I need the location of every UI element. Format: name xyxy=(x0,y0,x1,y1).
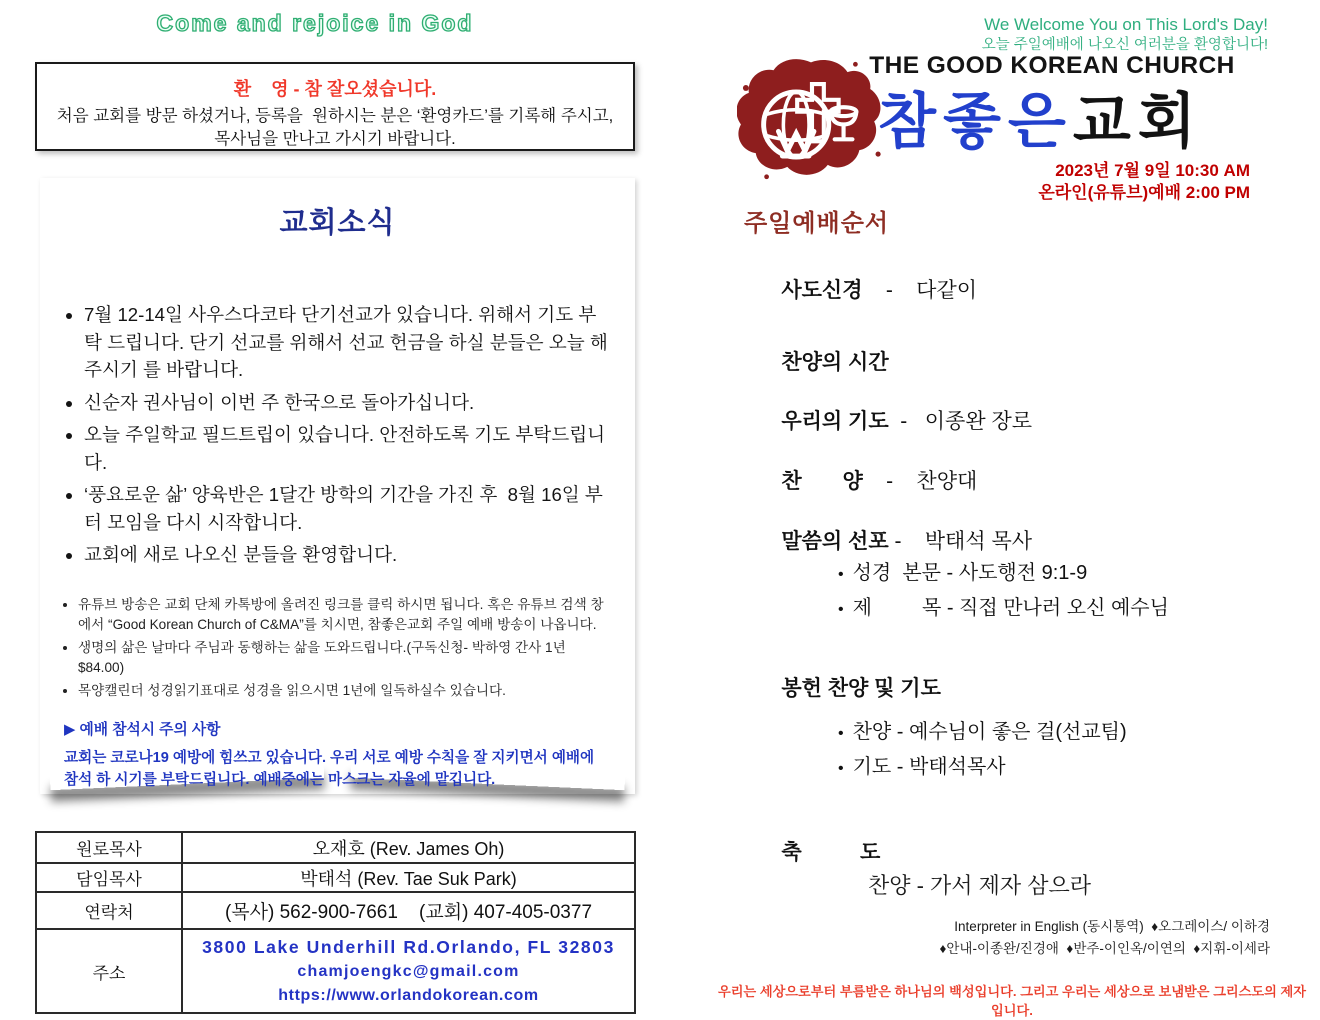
welcome-box xyxy=(35,62,635,151)
order-item-label: 말씀의 선포 xyxy=(781,530,889,553)
order-item-label: 찬양의 시간 xyxy=(781,351,889,374)
church-address: 3800 Lake Underhill Rd.Orlando, FL 32803 xyxy=(202,936,615,957)
church-email[interactable]: chamjoengkc@gmail.com xyxy=(297,962,520,980)
order-item-apostles-creed xyxy=(758,250,977,328)
news-bullet: • 7월 12-14일 사우스다코타 단기선교가 있습니다. 위해서 기도 부탁 드립니다. 단기 선교를 위해서 선교 헌금을 하실 분들은 오늘 해 주시기 를 바랍니다. xyxy=(84,301,611,384)
online-service-time: 온라인(유튜브)예배 2:00 PM xyxy=(1038,182,1250,202)
news-note: • 목양캘린더 성경읽기표대로 성경을 읽으시면 1년에 일독하실수 있습니다. xyxy=(78,681,611,702)
order-item-label: 사도신경 xyxy=(781,279,863,302)
church-name-korean-blue: 참좋은 xyxy=(878,88,1073,155)
church-website-link[interactable]: https://www.orlandokorean.com xyxy=(278,986,539,1004)
church-name-english: THE GOOD KOREAN CHURCH xyxy=(869,52,1235,79)
welcome-title: 환 영 - 참 잘오셨습니다. xyxy=(233,79,437,99)
lords-day-greeting xyxy=(982,14,1268,55)
order-item-benediction xyxy=(758,812,880,890)
order-item-value: - 박태석 목사 xyxy=(888,530,1033,553)
order-item-label: 축 도 xyxy=(781,841,881,864)
order-item-value: - 찬양대 xyxy=(862,470,978,493)
contact-label-phone: 연락처 xyxy=(36,892,182,929)
svg-text:®: ® xyxy=(861,156,869,168)
attendance-notice-body: 교회는 코로나19 예방에 힘쓰고 있습니다. 우리 서로 예방 수칙을 잘 지키면서 예배에 참석 하 시기를 부탁드립니다. 예배중에는 마스크는 자율에 맡깁니다. xyxy=(64,750,607,788)
roles-line: ♦안내-이종완/진경애 ♦반주-이인옥/이연의 ♦지휘-이세라 xyxy=(939,941,1270,956)
footer-confession: 우리는 세상으로부터 부름받은 하나님의 백성입니다. 그리고 우리는 세상으로 보냄받은 그리스도의 제자입니다. xyxy=(717,984,1307,1018)
church-notes-list xyxy=(78,595,611,702)
table-row xyxy=(36,832,635,863)
contact-label-lead-pastor: 담임목사 xyxy=(36,863,182,892)
news-bullet: • 신순자 권사님이 이번 주 한국으로 돌아가십니다. xyxy=(84,389,611,417)
contact-value-lead-pastor: 박태석 (Rev. Tae Suk Park) xyxy=(182,863,635,892)
table-row xyxy=(36,892,635,929)
order-item-label: 봉헌 찬양 및 기도 xyxy=(781,677,941,700)
offering-prayer: • 기도 - 박태석목사 xyxy=(838,750,1006,779)
interpreter-line: Interpreter in English (동시통역) ♦오그레이스/ 이하경 xyxy=(954,919,1270,934)
contact-label-address: 주소 xyxy=(36,929,182,1013)
church-news-title: 교회소식 xyxy=(279,207,396,239)
greeting-korean: 오늘 주일예배에 나오신 여러분을 환영합니다! xyxy=(981,37,1268,53)
contact-table xyxy=(35,831,636,1014)
service-datetime xyxy=(1038,160,1250,203)
order-item-label: 우리의 기도 xyxy=(781,410,889,433)
sermon-scripture: • 성경 본문 - 사도행전 9:1-9 xyxy=(838,556,1087,585)
order-item-value: - 다같이 xyxy=(862,279,978,302)
news-note: • 생명의 삶은 날마다 주님과 동행하는 삶을 도와드립니다.(구독신청- 박하영 간사 1년 $84.00) xyxy=(78,638,611,679)
table-row xyxy=(36,863,635,892)
service-date: 2023년 7월 9일 10:30 AM xyxy=(1055,161,1250,180)
church-news-list xyxy=(84,301,611,569)
church-name-korean xyxy=(878,74,1278,160)
worship-order-title: 주일예배순서 xyxy=(744,210,890,237)
closing-hymn: 찬양 - 가서 제자 삼으라 xyxy=(868,873,1092,898)
church-name-korean-black: 교회 xyxy=(1072,88,1203,155)
offering-hymn: • 찬양 - 예수님이 좋은 걸(선교팀) xyxy=(838,715,1127,744)
news-bullet: • ‘풍요로운 삶’ 양육반은 1달간 방학의 기간을 가진 후 8월 16일 부터 모임을 다시 시작합니다. xyxy=(84,481,611,536)
welcome-line-2: 목사님을 만나고 가시기 바랍니다. xyxy=(214,130,456,148)
contact-value-senior-pastor: 오재호 (Rev. James Oh) xyxy=(182,832,635,863)
service-roles xyxy=(939,916,1270,960)
church-news-box xyxy=(40,178,635,794)
contact-value-phone: (목사) 562-900-7661 (교회) 407-405-0377 xyxy=(182,892,635,929)
attendance-notice-title: ▶ 예배 참석시 주의 사항 xyxy=(64,722,221,738)
news-note: • 유튜브 방송은 교회 단체 카톡방에 올려진 링크를 클릭 하시면 됩니다. 혹은 유튜브 검색 창에서 “Good Korean Church of C&MA”를 치시면, 참좋은교회 주일 예배 방송이 나옵니다. xyxy=(78,595,611,636)
news-bullet: • 오늘 주일학교 필드트립이 있습니다. 안전하도록 기도 부탁드립니다. xyxy=(84,421,611,476)
order-item-label: 찬 양 xyxy=(781,470,863,493)
news-bullet: • 교회에 새로 나오신 분들을 환영합니다. xyxy=(84,541,611,569)
table-row xyxy=(36,929,635,1013)
greeting-english: We Welcome You on This Lord's Day! xyxy=(984,15,1268,34)
script-motto: Come and rejoice in God xyxy=(156,10,474,36)
order-item-value: - 이종완 장로 xyxy=(888,410,1033,433)
welcome-line-1: 처음 교회를 방문 하셨거나, 등록을 원하시는 분은 ‘환영카드’를 기록해 주시고, xyxy=(56,107,614,125)
contact-label-senior-pastor: 원로목사 xyxy=(36,832,182,863)
sermon-title: • 제 목 - 직접 만나러 오신 예수님 xyxy=(838,591,1169,620)
